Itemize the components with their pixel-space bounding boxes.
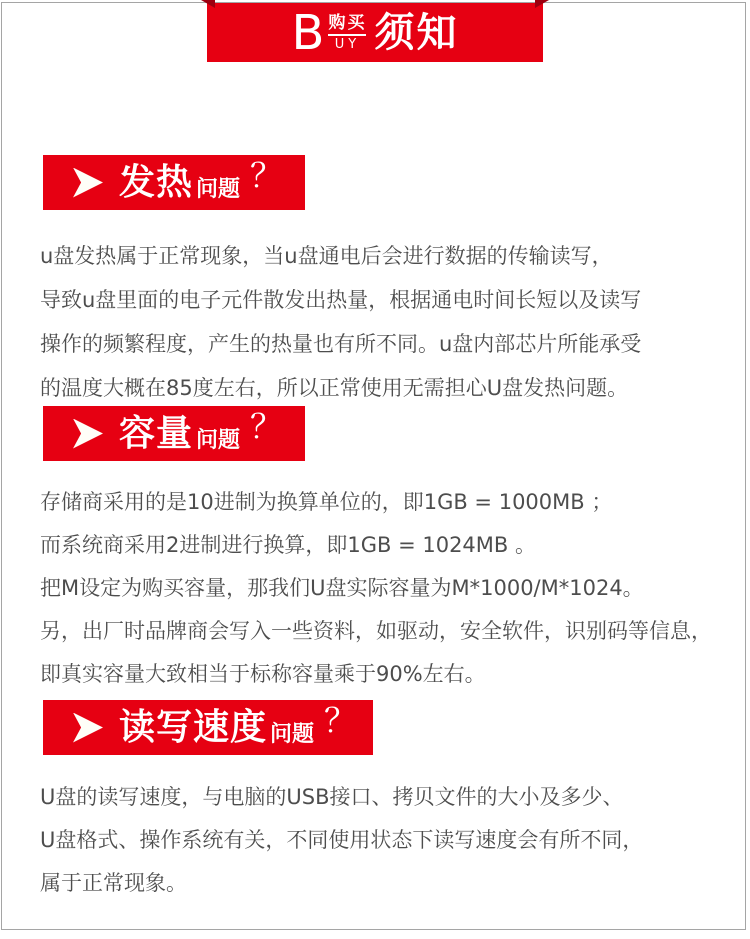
page-title: 须知 (374, 9, 459, 56)
arrow-icon (73, 168, 103, 198)
paragraph-line: 即真实容量大致相当于标称容量乘于90%左右。 (40, 662, 486, 686)
section-title: 容量 (119, 412, 194, 454)
arrow-icon (73, 713, 103, 743)
section-banner-heat (43, 155, 305, 210)
section-title: 读写速度 (119, 706, 268, 748)
arrow-icon (73, 419, 103, 449)
header-banner (207, 3, 543, 62)
question-mark: ？ (250, 407, 284, 446)
paragraph-line: u盘发热属于正常现象，当u盘通电后会进行数据的传输读写， (40, 244, 613, 268)
logo-letter-b: B (291, 4, 325, 61)
paragraph-capacity (40, 481, 712, 696)
paragraph-heat (40, 234, 641, 410)
paragraph-line: 另，出厂时品牌商会写入一些资料，如驱动，安全软件，识别码等信息， (40, 619, 712, 643)
paragraph-line: 而系统商采用2进制进行换算，即1GB = 1024MB 。 (40, 533, 536, 557)
question-mark: ？ (324, 701, 358, 740)
question-mark: ？ (250, 156, 284, 195)
section-title: 发热 (119, 161, 194, 203)
section-suffix: 问题 (270, 722, 315, 747)
logo-text-top: 购买 (328, 14, 366, 37)
paragraph-line: 导致u盘里面的电子元件散发出热量，根据通电时间长短以及读写 (40, 288, 642, 312)
logo-stack (328, 14, 366, 52)
paragraph-line: 操作的频繁程度，产生的热量也有所不同。u盘内部芯片所能承受 (40, 332, 642, 356)
paragraph-line: 把M设定为购买容量，那我们U盘实际容量为M*1000/M*1024。 (40, 576, 644, 600)
paragraph-line: U盘格式、操作系统有关，不同使用状态下读写速度会有所不同， (40, 828, 644, 852)
paragraph-line: 的温度大概在85度左右，所以正常使用无需担心U盘发热问题。 (40, 376, 629, 400)
section-suffix: 问题 (196, 428, 241, 453)
section-banner-speed (43, 700, 373, 755)
section-suffix: 问题 (196, 177, 241, 202)
section-banner-capacity (43, 406, 305, 461)
paragraph-line: U盘的读写速度，与电脑的USB接口、拷贝文件的大小及多少、 (40, 785, 624, 809)
paragraph-line: 存储商采用的是10进制为换算单位的，即1GB = 1000MB ； (40, 490, 613, 514)
paragraph-line: 属于正常现象。 (40, 871, 187, 895)
paragraph-speed (40, 776, 643, 905)
header-ribbon (207, 0, 543, 62)
logo-text-bottom: UY (334, 37, 361, 53)
